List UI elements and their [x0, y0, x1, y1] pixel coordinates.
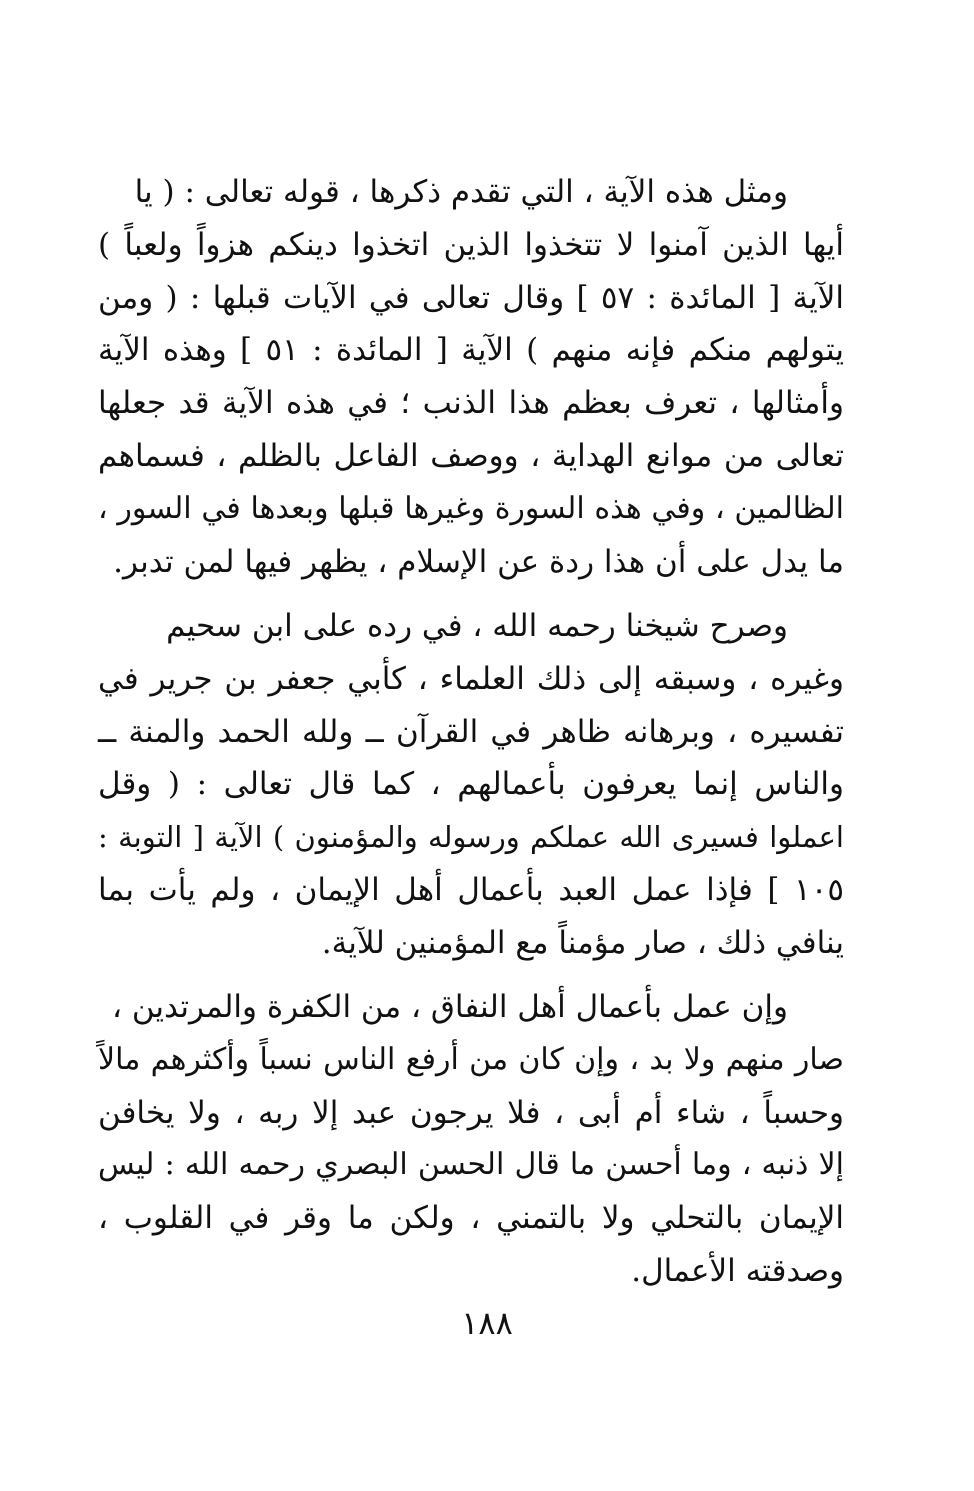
paragraph-1-line: وأمثالها ، تعرف بعظم هذا الذنب ؛ في هذه الآية قد جعلها [98, 385, 844, 422]
paragraph-2-line: وغيره ، وسبقه إلى ذلك العلماء ، كأبي جعفر بن جرير في [98, 660, 844, 697]
paragraph-3-line: وإن عمل بأعمال أهل النفاق ، من الكفرة والمرتدين ، [111, 989, 788, 1025]
paragraph-2-line: اعملوا فسيرى الله عملكم ورسوله والمؤمنون ) الآية [ التوبة : [98, 820, 844, 855]
paragraph-2-line: ينافي ذلك ، صار مؤمناً مع المؤمنين للآية. [321, 924, 844, 961]
paragraph-3-line: صار منهم ولا بد ، وإن كان من أرفع الناس نسباً وأكثرهم مالاً [98, 1041, 844, 1077]
paragraph-1-line: أيها الذين آمنوا لا تتخذوا الذين اتخذوا دينكم هزواً ولعباً ) [98, 226, 844, 263]
paragraph-1-line: يتولهم منكم فإنه منهم ) الآية [ المائدة : ٥١ ] وهذه الآية [98, 332, 844, 369]
paragraph-1-line: الآية [ المائدة : ٥٧ ] وقال تعالى في الآيات قبلها : ( ومن [98, 279, 844, 316]
paragraph-1-line: ما يدل على أن هذا ردة عن الإسلام ، يظهر فيها لمن تدبر. [113, 543, 844, 580]
paragraph-1 [98, 166, 844, 588]
paragraph-1-line: تعالى من موانع الهداية ، ووصف الفاعل بالظلم ، فسماهم [98, 437, 844, 474]
paragraph-2-line: ١٠٥ ] فإذا عمل العبد بأعمال أهل الإيمان ، ولم يأت بما [98, 871, 844, 908]
paragraph-2-line: وصرح شيخنا رحمه الله ، في رده على ابن سحيم [166, 608, 788, 644]
paragraph-3-line: وصدقته الأعمال. [631, 1252, 844, 1289]
paragraph-2 [98, 600, 844, 970]
paragraph-3 [98, 981, 844, 1298]
paragraph-2-line: والناس إنما يعرفون بأعمالهم ، كما قال تعالى : ( وقل [98, 766, 844, 803]
paragraph-1-line: ومثل هذه الآية ، التي تقدم ذكرها ، قوله تعالى : ( يا [134, 174, 788, 210]
paragraph-2-line: تفسيره ، وبرهانه ظاهر في القرآن ــ ولله الحمد والمنة ــ [98, 713, 844, 750]
paragraph-1-line: الظالمين ، وفي هذه السورة وغيرها قبلها وبعدها في السور ، [98, 490, 844, 526]
paragraph-3-line: إلا ذنبه ، وما أحسن ما قال الحسن البصري رحمه الله : ليس [98, 1147, 844, 1183]
paragraph-3-line: وحسباً ، شاء أم أبى ، فلا يرجون عبد إلا ربه ، ولا يخافن [98, 1094, 844, 1131]
paragraph-3-line: الإيمان بالتحلي ولا بالتمني ، ولكن ما وقر في القلوب ، [98, 1200, 844, 1237]
page-number: ١٨٨ [461, 1304, 513, 1342]
